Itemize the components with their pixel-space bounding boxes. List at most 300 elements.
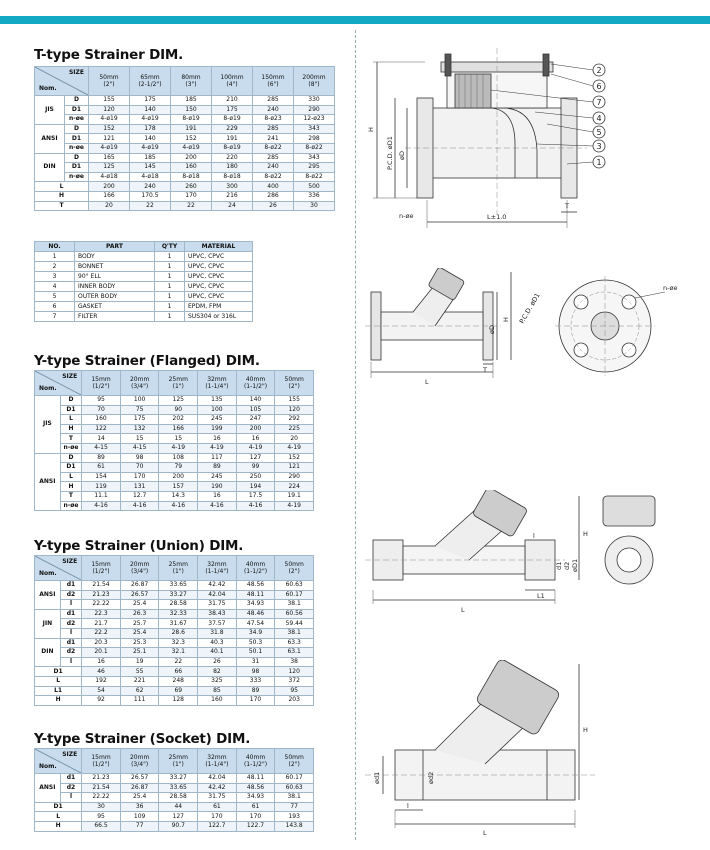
value-cell: 95 xyxy=(82,812,121,822)
dim-pcd: P.C.D. øD1 xyxy=(386,136,394,170)
value-cell: 63.1 xyxy=(275,648,314,658)
yu-dim-l: L xyxy=(461,606,465,614)
table-row xyxy=(35,802,314,812)
value-cell: 77 xyxy=(275,802,314,812)
size-inch: (1-1/2") xyxy=(243,761,268,768)
parts-header-cell: Q'TY xyxy=(155,242,185,252)
value-cell: 90 xyxy=(159,405,198,415)
value-cell: 4-19 xyxy=(275,443,314,453)
table-row xyxy=(35,472,314,482)
yf-dim-l: L xyxy=(425,378,429,386)
value-cell: 216 xyxy=(212,191,253,201)
parts-cell: 1 xyxy=(155,252,185,262)
table-row xyxy=(35,134,335,144)
param-cell: D1 xyxy=(60,405,81,415)
value-cell: 372 xyxy=(275,676,314,686)
size-mm: 15mm xyxy=(91,376,111,383)
nom-label: Nom. xyxy=(39,570,57,577)
value-cell: 98 xyxy=(236,667,275,677)
size-header xyxy=(82,749,121,774)
t-type-dim-table xyxy=(34,66,335,211)
size-mm: 20mm xyxy=(129,754,150,761)
table-row xyxy=(35,812,314,822)
value-cell: 55 xyxy=(120,667,159,677)
size-header xyxy=(275,749,314,774)
value-cell: 333 xyxy=(236,676,275,686)
value-cell: 31 xyxy=(236,657,275,667)
value-cell: 16 xyxy=(198,491,237,501)
value-cell: 400 xyxy=(253,182,294,192)
size-mm: 65mm xyxy=(140,74,160,81)
value-cell: 16 xyxy=(236,434,275,444)
value-cell: 75 xyxy=(120,405,159,415)
value-cell: 150 xyxy=(171,105,212,115)
size-inch: (2") xyxy=(288,761,300,768)
value-cell: 247 xyxy=(236,415,275,425)
value-cell: 17.5 xyxy=(236,491,275,501)
value-cell: 285 xyxy=(253,96,294,106)
parts-cell: 1 xyxy=(155,302,185,312)
size-mm: 32mm xyxy=(207,561,227,568)
value-cell: 48.56 xyxy=(236,581,275,591)
callout-7: 7 xyxy=(596,98,602,107)
value-cell: 25.4 xyxy=(120,600,159,610)
value-cell: 191 xyxy=(171,124,212,134)
value-cell: 194 xyxy=(236,482,275,492)
param-cell: l xyxy=(60,793,81,803)
size-inch: (1-1/2") xyxy=(243,568,268,575)
size-header xyxy=(275,556,314,581)
value-cell: 170 xyxy=(236,696,275,706)
size-nom-corner xyxy=(35,67,89,96)
value-cell: 4-19 xyxy=(275,501,314,511)
value-cell: 4-15 xyxy=(82,443,121,453)
param-cell: L xyxy=(35,182,89,192)
size-header xyxy=(198,749,237,774)
value-cell: 295 xyxy=(294,163,335,173)
size-mm: 15mm xyxy=(91,561,111,568)
size-header xyxy=(120,371,159,396)
value-cell: 170 xyxy=(171,191,212,201)
param-cell: L xyxy=(35,812,82,822)
param-cell: T xyxy=(60,434,81,444)
parts-cell: 2 xyxy=(35,262,75,272)
value-cell: 8-ø19 xyxy=(171,115,212,125)
value-cell: 290 xyxy=(294,105,335,115)
value-cell: 50.1 xyxy=(236,648,275,658)
value-cell: 25.4 xyxy=(120,793,159,803)
parts-table xyxy=(34,241,253,322)
parts-cell: 1 xyxy=(155,312,185,322)
value-cell: 240 xyxy=(253,105,294,115)
y-union-strainer-drawing xyxy=(365,490,695,615)
value-cell: 121 xyxy=(89,134,130,144)
dim-l: L±1.0 xyxy=(487,213,507,221)
yf-dim-ne: n-øe xyxy=(663,284,678,292)
value-cell: 31.75 xyxy=(198,793,237,803)
size-header xyxy=(294,67,335,96)
value-cell: 199 xyxy=(198,424,237,434)
value-cell: 8-ø19 xyxy=(212,143,253,153)
value-cell: 170.5 xyxy=(130,191,171,201)
table-row xyxy=(35,676,314,686)
value-cell: 47.54 xyxy=(236,619,275,629)
param-cell: D1 xyxy=(35,802,82,812)
value-cell: 12-ø23 xyxy=(294,115,335,125)
group-cell: ANSI xyxy=(35,774,61,803)
parts-cell: UPVC, CPVC xyxy=(185,262,253,272)
value-cell: 292 xyxy=(275,415,314,425)
table-row xyxy=(35,124,335,134)
value-cell: 26.57 xyxy=(120,774,159,784)
value-cell: 48.11 xyxy=(236,590,275,600)
value-cell: 300 xyxy=(212,182,253,192)
table-row xyxy=(35,491,314,501)
value-cell: 31.75 xyxy=(198,600,237,610)
size-inch: (1/2") xyxy=(92,568,110,575)
value-cell: 66.5 xyxy=(82,821,121,831)
value-cell: 89 xyxy=(198,463,237,473)
parts-cell: 1 xyxy=(155,282,185,292)
value-cell: 70 xyxy=(120,463,159,473)
value-cell: 224 xyxy=(275,482,314,492)
header-row xyxy=(35,371,314,396)
value-cell: 250 xyxy=(236,472,275,482)
value-cell: 85 xyxy=(198,686,237,696)
size-header xyxy=(82,371,121,396)
value-cell: 4-ø19 xyxy=(171,143,212,153)
value-cell: 4-ø18 xyxy=(89,172,130,182)
parts-cell: UPVC, CPVC xyxy=(185,252,253,262)
table-row xyxy=(35,96,335,106)
parts-row xyxy=(35,282,253,292)
parts-cell: BONNET xyxy=(75,262,155,272)
group-cell: ANSI xyxy=(35,453,61,511)
value-cell: 155 xyxy=(89,96,130,106)
parts-cell: 4 xyxy=(35,282,75,292)
value-cell: 20.3 xyxy=(82,638,121,648)
value-cell: 225 xyxy=(275,424,314,434)
value-cell: 26.3 xyxy=(120,609,159,619)
param-cell: H xyxy=(60,424,81,434)
value-cell: 4-16 xyxy=(159,501,198,511)
value-cell: 8-ø18 xyxy=(171,172,212,182)
value-cell: 245 xyxy=(198,472,237,482)
value-cell: 25.3 xyxy=(120,638,159,648)
param-cell: D xyxy=(60,396,81,406)
value-cell: 260 xyxy=(171,182,212,192)
value-cell: 135 xyxy=(198,396,237,406)
value-cell: 4-19 xyxy=(198,443,237,453)
table-row xyxy=(35,482,314,492)
t-type-title: T-type Strainer DIM. xyxy=(34,47,184,63)
size-inch: (4") xyxy=(226,81,238,88)
dim-ne: n-øe xyxy=(399,212,414,220)
size-label: SIZE xyxy=(62,373,78,380)
value-cell: 21.23 xyxy=(82,774,121,784)
value-cell: 193 xyxy=(275,812,314,822)
size-inch: (3/4") xyxy=(131,383,149,390)
value-cell: 157 xyxy=(159,482,198,492)
header-row xyxy=(35,556,314,581)
value-cell: 178 xyxy=(130,124,171,134)
size-mm: 40mm xyxy=(245,376,266,383)
value-cell: 325 xyxy=(198,676,237,686)
value-cell: 61 xyxy=(198,802,237,812)
value-cell: 120 xyxy=(89,105,130,115)
value-cell: 16 xyxy=(198,434,237,444)
y-flanged-dim-table xyxy=(34,370,314,511)
value-cell: 140 xyxy=(130,105,171,115)
param-cell: d1 xyxy=(60,774,81,784)
value-cell: 111 xyxy=(120,696,159,706)
value-cell: 127 xyxy=(236,453,275,463)
value-cell: 24 xyxy=(212,201,253,211)
value-cell: 185 xyxy=(130,153,171,163)
value-cell: 131 xyxy=(120,482,159,492)
size-header xyxy=(212,67,253,96)
value-cell: 210 xyxy=(212,96,253,106)
size-mm: 50mm xyxy=(284,754,304,761)
size-mm: 50mm xyxy=(284,561,304,568)
value-cell: 38 xyxy=(275,657,314,667)
callout-2: 2 xyxy=(596,66,602,75)
value-cell: 98 xyxy=(120,453,159,463)
param-cell: D1 xyxy=(65,134,89,144)
value-cell: 22 xyxy=(130,201,171,211)
value-cell: 170 xyxy=(236,812,275,822)
parts-row xyxy=(35,252,253,262)
value-cell: 155 xyxy=(275,396,314,406)
size-mm: 200mm xyxy=(302,74,326,81)
value-cell: 89 xyxy=(82,453,121,463)
table-row xyxy=(35,153,335,163)
dim-h: H xyxy=(367,127,375,132)
size-nom-corner xyxy=(35,749,82,774)
value-cell: 28.58 xyxy=(159,793,198,803)
t-type-strainer-drawing xyxy=(365,40,685,240)
y-socket-strainer-drawing xyxy=(365,660,695,840)
size-inch: (3/4") xyxy=(131,761,149,768)
value-cell: 229 xyxy=(212,124,253,134)
y-socket-title: Y-type Strainer (Socket) DIM. xyxy=(34,731,251,747)
y-flanged-title: Y-type Strainer (Flanged) DIM. xyxy=(34,353,260,369)
size-inch: (3") xyxy=(185,81,197,88)
size-inch: (1/2") xyxy=(92,383,110,390)
value-cell: 48.46 xyxy=(236,609,275,619)
parts-cell: 90° ELL xyxy=(75,272,155,282)
param-cell: H xyxy=(35,821,82,831)
table-row xyxy=(35,463,314,473)
parts-cell: UPVC, CPVC xyxy=(185,292,253,302)
header-row xyxy=(35,67,335,96)
value-cell: 4-ø19 xyxy=(130,143,171,153)
group-cell: DIN xyxy=(35,153,65,182)
table-row xyxy=(35,115,335,125)
parts-row xyxy=(35,272,253,282)
parts-cell: 1 xyxy=(155,292,185,302)
value-cell: 154 xyxy=(82,472,121,482)
value-cell: 330 xyxy=(294,96,335,106)
group-cell: ANSI xyxy=(35,581,61,610)
y-union-title: Y-type Strainer (Union) DIM. xyxy=(34,538,244,554)
parts-cell: OUTER BODY xyxy=(75,292,155,302)
size-header xyxy=(89,67,130,96)
value-cell: 8-ø22 xyxy=(294,172,335,182)
size-mm: 40mm xyxy=(245,754,266,761)
param-cell: d2 xyxy=(60,783,81,793)
yu-dim-l-small: l xyxy=(533,532,535,540)
value-cell: 32.3 xyxy=(159,638,198,648)
value-cell: 245 xyxy=(198,415,237,425)
value-cell: 8-ø22 xyxy=(253,172,294,182)
value-cell: 4-ø19 xyxy=(130,115,171,125)
value-cell: 48.11 xyxy=(236,774,275,784)
value-cell: 166 xyxy=(89,191,130,201)
value-cell: 343 xyxy=(294,124,335,134)
size-mm: 150mm xyxy=(261,74,285,81)
value-cell: 160 xyxy=(198,696,237,706)
table-row xyxy=(35,628,314,638)
table-row xyxy=(35,182,335,192)
table-row xyxy=(35,783,314,793)
value-cell: 34.93 xyxy=(236,793,275,803)
callout-3: 3 xyxy=(596,142,602,151)
size-header xyxy=(159,556,198,581)
value-cell: 122.7 xyxy=(198,821,237,831)
param-cell: D1 xyxy=(35,667,82,677)
value-cell: 25.1 xyxy=(120,648,159,658)
param-cell: l xyxy=(60,600,81,610)
param-cell: l xyxy=(60,657,81,667)
value-cell: 33.27 xyxy=(159,774,198,784)
value-cell: 108 xyxy=(159,453,198,463)
size-inch: (1") xyxy=(172,568,184,575)
value-cell: 15 xyxy=(120,434,159,444)
value-cell: 191 xyxy=(212,134,253,144)
value-cell: 22.2 xyxy=(82,628,121,638)
ys-dim-l: L xyxy=(483,829,487,837)
table-row xyxy=(35,191,335,201)
callout-1: 1 xyxy=(596,158,602,167)
y-flanged-strainer-drawing xyxy=(365,268,695,393)
value-cell: 8-ø18 xyxy=(212,172,253,182)
size-label: SIZE xyxy=(62,751,78,758)
value-cell: 120 xyxy=(275,667,314,677)
value-cell: 14.3 xyxy=(159,491,198,501)
value-cell: 22 xyxy=(159,657,198,667)
value-cell: 95 xyxy=(275,686,314,696)
group-cell: JIS xyxy=(35,96,65,125)
value-cell: 119 xyxy=(82,482,121,492)
value-cell: 4-19 xyxy=(236,443,275,453)
param-cell: D1 xyxy=(60,463,81,473)
table-row xyxy=(35,143,335,153)
size-inch: (2") xyxy=(103,81,115,88)
param-cell: l xyxy=(60,628,81,638)
group-cell: JIN xyxy=(35,609,61,638)
param-cell: n-øe xyxy=(60,443,81,453)
value-cell: 33.65 xyxy=(159,581,198,591)
size-mm: 25mm xyxy=(168,754,188,761)
table-row xyxy=(35,424,314,434)
size-header xyxy=(130,67,171,96)
parts-cell: UPVC, CPVC xyxy=(185,272,253,282)
ys-dim-l-small: l xyxy=(407,802,409,810)
value-cell: 34.9 xyxy=(236,628,275,638)
value-cell: 8-ø23 xyxy=(253,115,294,125)
param-cell: T xyxy=(60,491,81,501)
value-cell: 185 xyxy=(171,96,212,106)
parts-cell: 5 xyxy=(35,292,75,302)
parts-cell: 3 xyxy=(35,272,75,282)
parts-cell: UPVC, CPVC xyxy=(185,282,253,292)
size-inch: (2") xyxy=(288,383,300,390)
value-cell: 60.63 xyxy=(275,581,314,591)
size-mm: 40mm xyxy=(245,561,266,568)
value-cell: 54 xyxy=(82,686,121,696)
size-inch: (3/4") xyxy=(131,568,149,575)
value-cell: 42.42 xyxy=(198,581,237,591)
value-cell: 31.8 xyxy=(198,628,237,638)
callout-6: 6 xyxy=(596,82,602,91)
size-header xyxy=(171,67,212,96)
parts-cell: GASKET xyxy=(75,302,155,312)
value-cell: 290 xyxy=(275,472,314,482)
value-cell: 20 xyxy=(275,434,314,444)
value-cell: 22 xyxy=(171,201,212,211)
value-cell: 165 xyxy=(89,153,130,163)
table-row xyxy=(35,443,314,453)
callout-5: 5 xyxy=(596,128,602,137)
value-cell: 36 xyxy=(120,802,159,812)
size-inch: (1") xyxy=(172,761,184,768)
table-row xyxy=(35,415,314,425)
nom-label: Nom. xyxy=(39,385,57,392)
value-cell: 25.7 xyxy=(120,619,159,629)
value-cell: 100 xyxy=(120,396,159,406)
value-cell: 127 xyxy=(159,812,198,822)
value-cell: 42.04 xyxy=(198,774,237,784)
value-cell: 60.56 xyxy=(275,609,314,619)
dim-od: øD xyxy=(398,151,406,160)
value-cell: 95 xyxy=(82,396,121,406)
group-cell: JIS xyxy=(35,396,61,454)
value-cell: 26 xyxy=(198,657,237,667)
size-label: SIZE xyxy=(62,558,78,565)
param-cell: D1 xyxy=(65,163,89,173)
table-row xyxy=(35,696,314,706)
parts-cell: FILTER xyxy=(75,312,155,322)
value-cell: 11.1 xyxy=(82,491,121,501)
value-cell: 25.4 xyxy=(120,628,159,638)
param-cell: L1 xyxy=(35,686,82,696)
size-header xyxy=(236,371,275,396)
value-cell: 82 xyxy=(198,667,237,677)
size-inch: (8") xyxy=(308,81,320,88)
table-row xyxy=(35,667,314,677)
value-cell: 33.65 xyxy=(159,783,198,793)
yf-dim-od: øD xyxy=(488,325,496,334)
size-mm: 32mm xyxy=(207,376,227,383)
value-cell: 100 xyxy=(198,405,237,415)
value-cell: 26.57 xyxy=(120,590,159,600)
yf-dim-h: H xyxy=(502,317,510,322)
param-cell: D xyxy=(60,453,81,463)
value-cell: 28.6 xyxy=(159,628,198,638)
value-cell: 40.3 xyxy=(198,638,237,648)
size-header xyxy=(236,749,275,774)
